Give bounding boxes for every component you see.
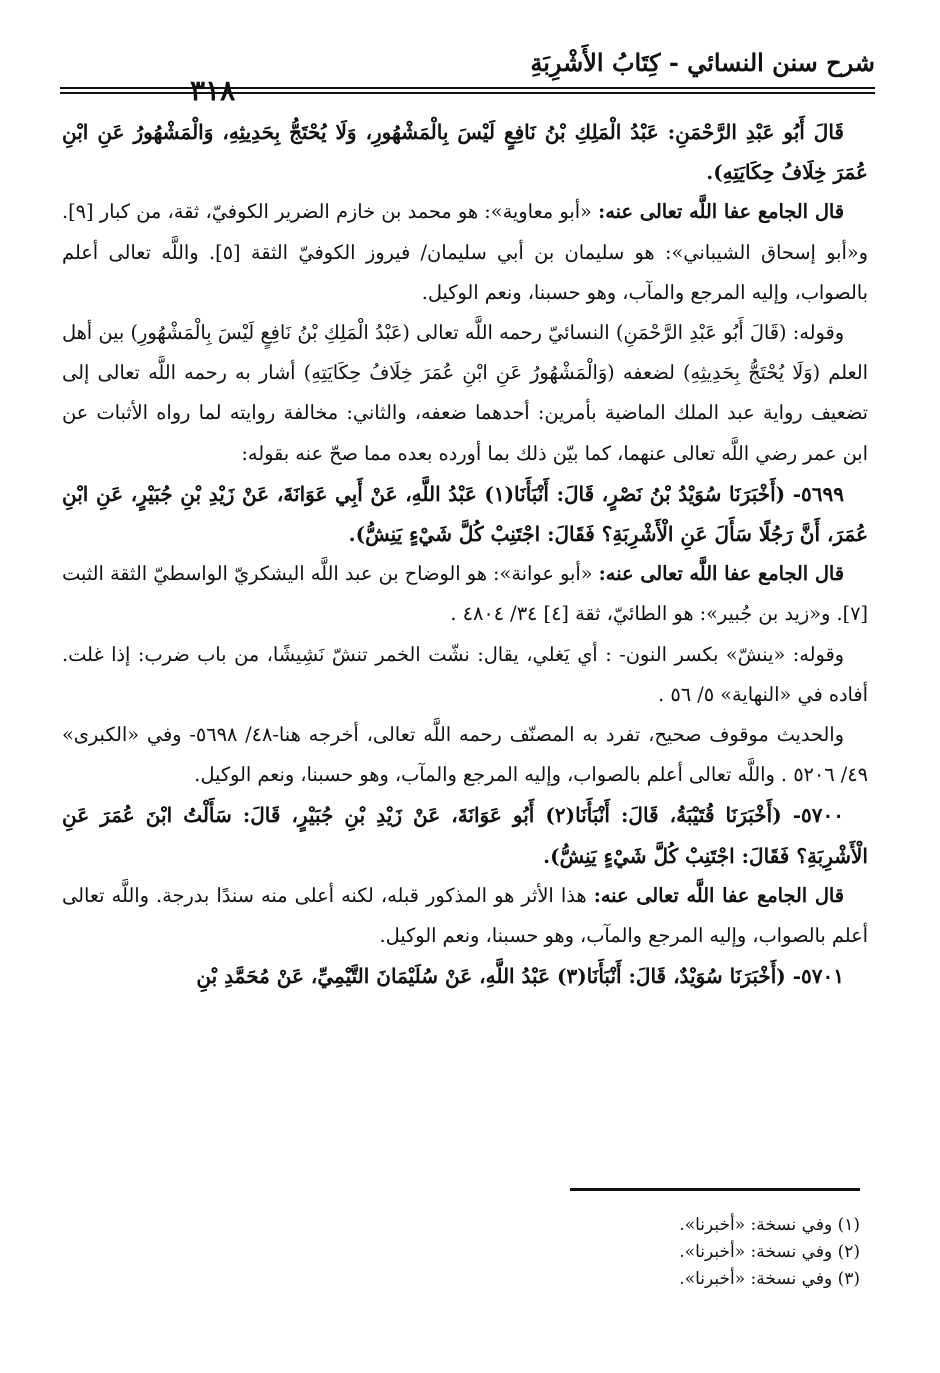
commentary-paragraph [62,876,868,956]
footnotes [360,1212,860,1293]
paragraph-text: قَالَ أَبُو عَبْدِ الرَّحْمَنِ: عَبْدُ الْمَلِكِ بْنُ نَافِعٍ لَيْسَ بِالْمَشْهُورِ، وَلَا يُحْتَجُّ بِحَدِيثِهِ، وَالْمَشْهُورُ عَنِ ابْنِ عُمَرَ خِلَافُ حِكَايَتِهِ). [62,120,868,185]
paragraph-text: «أبو عوانة»: هو الوضاح بن عبد اللَّه اليشكريّ الواسطيّ الثقة الثبت [٧]. و«زيد بن جُبير»: هو الطائيّ، ثقة [٤] ٣٤/ ٤٨٠٤ . [62,562,868,626]
paragraph-text: ٥٧٠٠- (أَخْبَرَنَا قُتَيْبَةُ، قَالَ: أَنْبَأَنَا(٢) أَبُو عَوَانَةَ، عَنْ زَيْدِ بْنِ جُبَيْرٍ، قَالَ: سَأَلْتُ ابْنَ عُمَرَ عَنِ الْأَشْرِبَةِ؟ فَقَالَ: اجْتَنِبْ كُلَّ شَيْءٍ يَنِشُّ). [62,803,868,868]
explanation-paragraph [62,635,868,715]
hadith-text [62,795,868,875]
commentary-paragraph [62,192,868,313]
commentary-lead: قال الجامع عفا اللَّه تعالى عنه: [598,200,844,224]
footnote: (٣) وفي نسخة: «أخبرنا». [679,1269,860,1289]
running-title: شرح سنن النسائي - كِتَابُ الأَشْرِبَةِ [530,48,875,77]
page-number: ٣١٨ [180,74,245,108]
explanation-paragraph [62,313,868,474]
page-header [60,40,875,107]
paragraph-text: وقوله: (قَالَ أَبُو عَبْدِ الرَّحْمَنِ) النسائيّ رحمه اللَّه تعالى (عَبْدُ الْمَلِكِ بْنُ نَافِعٍ لَيْسَ بِالْمَشْهُورِ) بين أهل العلم (وَلَا يُحْتَجُّ بِحَدِيثِهِ) لضعفه (وَالْمَشْهُورُ عَنِ ابْنِ عُمَرَ خِلَافُ حِكَايَتِهِ) أشار به رحمه اللَّه تعالى إلى تضعيف رواية عبد الملك الماضية بأمرين: أحدهما ضعفه، والثاني: مخالفة روايته لما رواه الأثبات عن ابن عمر رضي اللَّه تعالى عنهما، كما بيّن ذلك بما أورده بعده مما صحّ عنه بقوله: [62,321,868,465]
main-text [62,112,868,996]
commentary-lead: قال الجامع عفا اللَّه تعالى عنه: [598,562,844,586]
explanation-paragraph [62,715,868,795]
commentary-paragraph [62,554,868,634]
paragraph-text: «أبو معاوية»: هو محمد بن خازم الضرير الكوفيّ، ثقة، من كبار [٩]. و«أبو إسحاق الشيباني»: هو سليمان بن أبي سليمان/ فيروز الكوفيّ الثقة [٥]. واللَّه تعالى أعلم بالصواب، وإليه المرجع والمآب، وهو حسبنا، ونعم الوكيل. [62,200,868,304]
footnote-rule [570,1188,860,1191]
footnote: (٢) وفي نسخة: «أخبرنا». [679,1242,860,1262]
paragraph-text: والحديث موقوف صحيح، تفرد به المصنّف رحمه اللَّه تعالى، أخرجه هنا-٤٨/ ٥٦٩٨- وفي «الكبرى» ٤٩/ ٥٢٠٦ . واللَّه تعالى أعلم بالصواب، وإليه المرجع والمآب، وهو حسبنا، ونعم الوكيل. [62,723,868,787]
paragraph-text: وقوله: «ينشّ» بكسر النون- : أي يَغلي، يقال: نشّت الخمر تنشّ نَشِيشًا، من باب ضرب: إذا غلت. أفاده في «النهاية» ٥/ ٥٦ . [62,642,868,706]
hadith-text [62,112,868,192]
footnote: (١) وفي نسخة: «أخبرنا». [679,1215,860,1235]
hadith-text [62,956,868,996]
header-rule [60,87,875,94]
commentary-lead: قال الجامع عفا اللَّه تعالى عنه: [593,883,844,907]
hadith-text [62,474,868,554]
paragraph-text: ٥٦٩٩- (أَخْبَرَنَا سُوَيْدُ بْنُ نَصْرٍ، قَالَ: أَنْبَأَنَا(١) عَبْدُ اللَّهِ، عَنْ أَبِي عَوَانَةَ، عَنْ زَيْدِ بْنِ جُبَيْرٍ، عَنِ ابْنِ عُمَرَ، أَنَّ رَجُلًا سَأَلَ عَنِ الْأَشْرِبَةِ؟ فَقَالَ: اجْتَنِبْ كُلَّ شَيْءٍ يَنِشُّ). [62,481,868,547]
paragraph-text: هذا الأثر هو المذكور قبله، لكنه أعلى منه سندًا بدرجة. واللَّه تعالى أعلم بالصواب، وإليه المرجع والمآب، وهو حسبنا، ونعم الوكيل. [62,883,868,948]
paragraph-text: ٥٧٠١- (أَخْبَرَنَا سُوَيْدٌ، قَالَ: أَنْبَأَنَا(٣) عَبْدُ اللَّهِ، عَنْ سُلَيْمَانَ التَّيْمِيِّ، عَنْ مُحَمَّدِ بْنِ [196,964,844,989]
